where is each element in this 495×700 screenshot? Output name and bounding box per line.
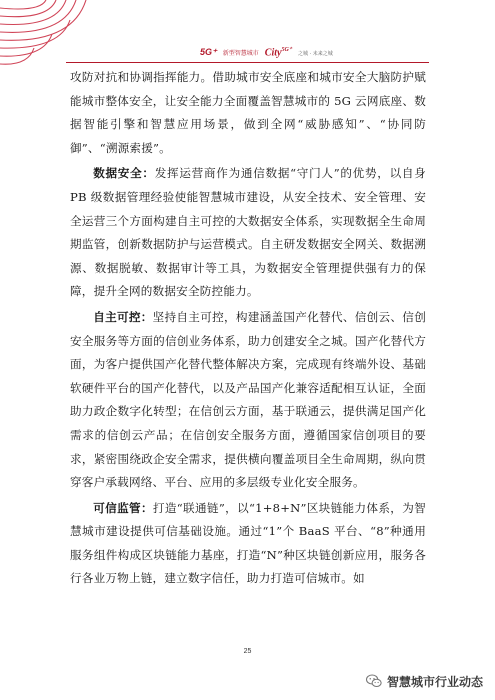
paragraph-self-control <box>70 306 426 495</box>
page-number: 25 <box>243 648 252 655</box>
paragraph-keyword: 自主可控： <box>93 309 153 324</box>
header-rule <box>66 62 429 63</box>
watermark-text: 智慧城市行业动态 <box>386 674 483 689</box>
wechat-icon <box>365 672 383 690</box>
logo-city <box>265 46 292 58</box>
paragraph-text: 打造“联通链”，以“1+8+N”区块链能力体系，为智慧城市建设提供可信基础设施。通过“1”个 BaaS 平台、“8”种通用服务组件构成区块链能力基座，打造“N”种区块链创新应用，服务各行各业万物上链，建立数字信任，助力打造可信城市。如 <box>70 500 426 586</box>
logo-5g: 5G⁺ <box>200 47 217 58</box>
paragraph-keyword: 可信监管： <box>93 500 153 515</box>
document-body <box>70 66 426 591</box>
header-logo <box>200 46 333 62</box>
paragraph-text: 攻防对抗和协调指挥能力。借助城市安全底座和城市安全大脑防护赋能城市整体安全，让安全能力全面覆盖智慧城市的 5G 云网底座、数据智能引擎和智慧应用场景，做到全网“威胁感知”、“协同防御”、“溯源索援”。 <box>70 70 426 155</box>
paragraph-trusted-supervision <box>70 497 426 591</box>
logo-5g-subtitle: 新型智慧城市 <box>222 50 259 58</box>
watermark <box>365 672 483 690</box>
paragraph-1 <box>70 66 426 160</box>
logo-city-sup: 5G⁺ <box>281 47 292 53</box>
paragraph-data-security <box>70 162 426 304</box>
paragraph-text: 坚持自主可控，构建涵盖国产化替代、信创云、信创安全服务等方面的信创业务体系，助力创建安全之城。国产化替代方面，为客户提供国产化替代整体解决方案，完成现有终端外设、基础软硬件平台的国产化替代，以及产品国产化兼容适配相互认证，全面助力政企数字化转型；在信创云方面，基于联通云，提供满足国产化需求的信创云产品；在信创安全服务方面，遵循国家信创项目的要求，紧密围绕政企安全需求，提供横向覆盖项目全生命周期，纵向贯穿客户承载网络、平台、应用的多层级专业化安全服务。 <box>70 309 426 490</box>
logo-city-subtitle: 之城 · 未来之城 <box>297 51 333 58</box>
logo-city-text: City <box>264 47 282 59</box>
paragraph-keyword: 数据安全： <box>93 166 155 181</box>
paragraph-text: 发挥运营商作为通信数据“守门人”的优势，以自身 PB 级数据管理经验使能智慧城市建设，从安全技术、安全管理、安全运营三个方面构建自主可控的大数据安全体系，实现数据全生命周期监管，创新数据防护与运营模式。自主研发数据安全网关、数据溯源、数据脱敏、数据审计等工具，为数据安全管理提供强有力的保障，提升全网的数据安全防控能力。 <box>70 166 426 299</box>
